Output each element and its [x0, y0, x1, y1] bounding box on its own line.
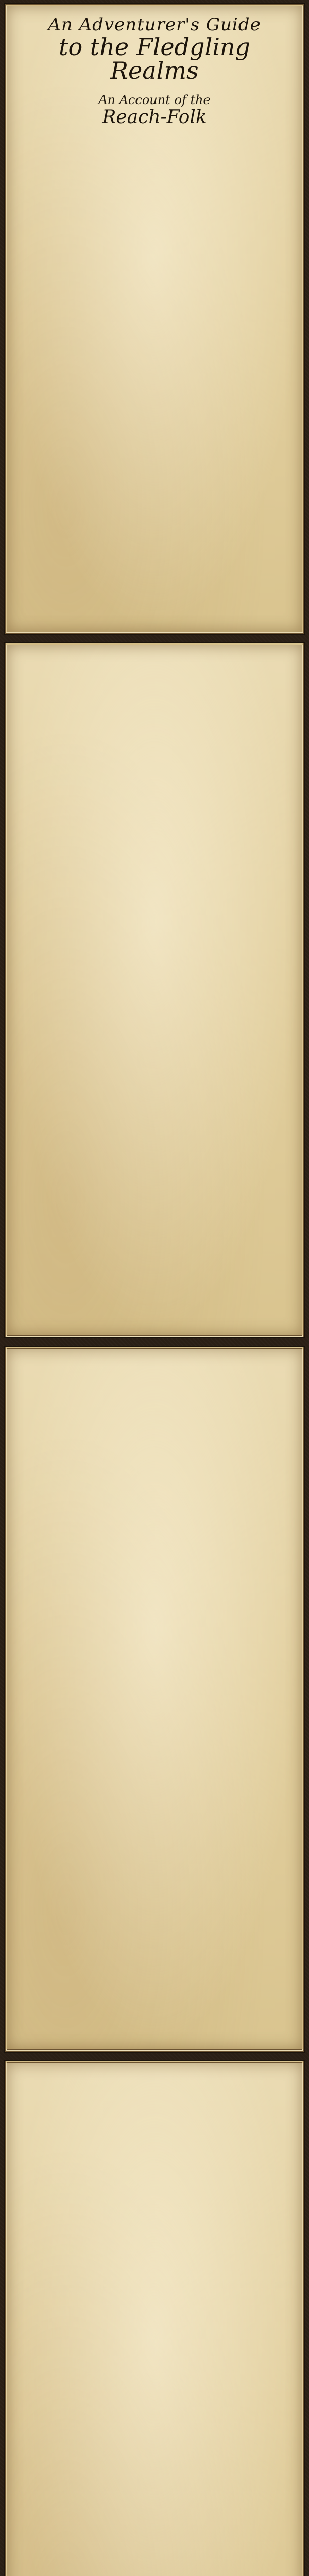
- parchment-panel: [5, 643, 304, 1337]
- title-block: [16, 14, 293, 128]
- guide-title-line-2: to the Fledgling Realms: [59, 33, 250, 84]
- account-subtitle-line-2: Reach-Folk: [102, 107, 207, 128]
- parchment-panel: [5, 1347, 304, 2052]
- account-subtitle-line-1: An Account of the: [98, 93, 211, 107]
- parchment-panel: [5, 2061, 304, 2576]
- parchment-panel: [5, 4, 304, 634]
- guide-title-line-1: An Adventurer's Guide: [48, 14, 261, 35]
